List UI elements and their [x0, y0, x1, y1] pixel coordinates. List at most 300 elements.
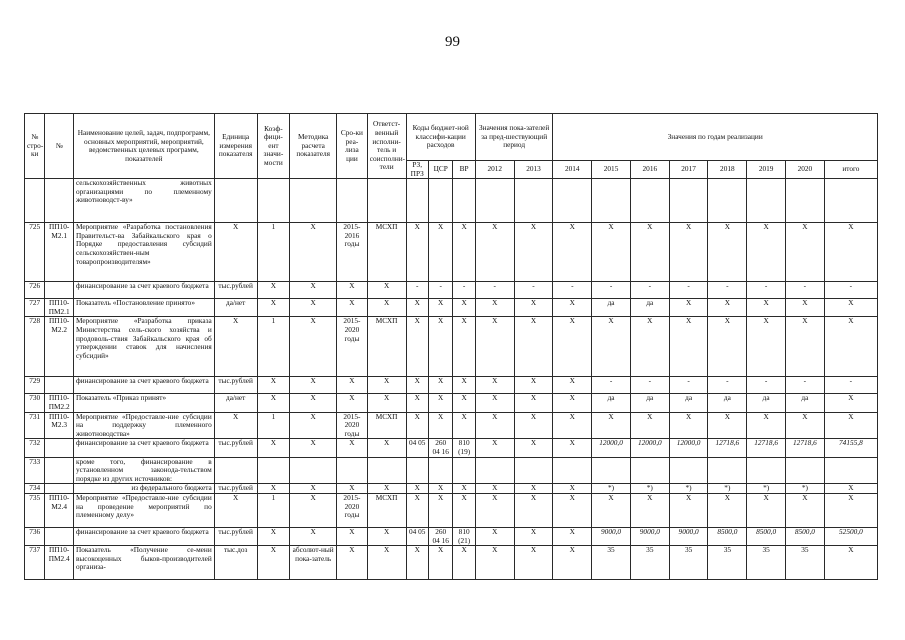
code-cell	[45, 282, 74, 299]
name-cell: Мероприятие «Разработка постановления Правительст-ва Забайкальского края о Порядке предоставления субсидий сельскохозяйствен-ным товаропроизводителям»	[73, 223, 214, 282]
method-cell: абсолют-ный пока-затель	[290, 546, 337, 580]
terms-cell: Х	[337, 484, 368, 494]
year-2019-cell: 12718,6	[747, 439, 786, 457]
table-row	[25, 223, 878, 282]
year-2014-cell: Х	[553, 493, 592, 527]
unit-cell: тыс.доз	[214, 546, 257, 580]
responsible-cell: Х	[367, 439, 406, 457]
year-2019-cell: Х	[747, 412, 786, 439]
year-2012-cell: Х	[475, 439, 514, 457]
total-cell: 52500,0	[824, 527, 877, 545]
header-year-2014: 2014	[553, 161, 592, 179]
year-2020-cell: да	[786, 394, 825, 412]
csr-cell: 260 04 16	[428, 527, 452, 545]
total-cell: Х	[824, 412, 877, 439]
year-2016-cell: Х	[630, 493, 669, 527]
row-number-cell: 736	[25, 527, 45, 545]
csr-cell: Х	[428, 299, 452, 317]
year-2012-cell: Х	[475, 299, 514, 317]
year-2020-cell: Х	[786, 493, 825, 527]
year-2014-cell	[553, 179, 592, 223]
terms-cell: Х	[337, 394, 368, 412]
csr-cell: -	[428, 282, 452, 299]
responsible-cell: Х	[367, 546, 406, 580]
code-cell	[45, 484, 74, 494]
code-cell: ПП10-М2.3	[45, 412, 74, 439]
year-2013-cell: Х	[514, 394, 553, 412]
vr-cell	[453, 457, 475, 484]
header-vr: ВР	[453, 161, 475, 179]
header-previous-values: Значения пока-зателей за пред-шествующий период	[475, 114, 553, 161]
name-cell: Мероприятие «Разработка приказа Министерства сель-ского хозяйства и продоволь-ствия Забайкальского края об утверждении ставок для начисления субсидий»	[73, 317, 214, 377]
rz-cell: Х	[406, 493, 428, 527]
csr-cell: Х	[428, 394, 452, 412]
year-2017-cell: 35	[669, 546, 708, 580]
year-2015-cell: 9000,0	[592, 527, 631, 545]
table-row	[25, 439, 878, 457]
csr-cell: Х	[428, 546, 452, 580]
year-2013-cell: -	[514, 282, 553, 299]
responsible-cell: Х	[367, 527, 406, 545]
year-2017-cell: 9000,0	[669, 527, 708, 545]
header-year-2020: 2020	[786, 161, 825, 179]
row-number-cell: 733	[25, 457, 45, 484]
row-number-cell: 730	[25, 394, 45, 412]
method-cell: Х	[290, 377, 337, 394]
year-2019-cell: -	[747, 377, 786, 394]
terms-cell: 2015-2020 годы	[337, 317, 368, 377]
row-number-cell: 728	[25, 317, 45, 377]
terms-cell: Х	[337, 377, 368, 394]
code-cell	[45, 439, 74, 457]
header-year-2016: 2016	[630, 161, 669, 179]
terms-cell: 2015-2020 годы	[337, 493, 368, 527]
year-2014-cell: Х	[553, 317, 592, 377]
year-2013-cell	[514, 457, 553, 484]
name-cell: финансирование за счет краевого бюджета	[73, 377, 214, 394]
responsible-cell: Х	[367, 282, 406, 299]
header-responsible: Ответст-венный исполни-тель и соисполни-тели	[367, 114, 406, 179]
header-year-2015: 2015	[592, 161, 631, 179]
year-2012-cell: Х	[475, 223, 514, 282]
year-2014-cell: Х	[553, 299, 592, 317]
header-year-2013: 2013	[514, 161, 553, 179]
year-2018-cell	[708, 457, 747, 484]
coefficient-cell: 1	[257, 317, 290, 377]
row-number-cell: 734	[25, 484, 45, 494]
header-year-2019: 2019	[747, 161, 786, 179]
year-2013-cell	[514, 179, 553, 223]
header-year-values: Значения по годам реализации	[553, 114, 878, 161]
table-row	[25, 299, 878, 317]
header-total: итого	[824, 161, 877, 179]
table-row	[25, 546, 878, 580]
rz-cell: Х	[406, 412, 428, 439]
header-terms: Сро-ки реа-лиза ции	[337, 114, 368, 179]
name-cell: финансирование за счет краевого бюджета	[73, 282, 214, 299]
year-2012-cell: Х	[475, 377, 514, 394]
name-cell: Мероприятие «Предоставле-ние субсидии на поддержку племенного животноводства»	[73, 412, 214, 439]
year-2016-cell: 35	[630, 546, 669, 580]
responsible-cell: МСХП	[367, 493, 406, 527]
year-2012-cell: -	[475, 282, 514, 299]
year-2017-cell: -	[669, 282, 708, 299]
year-2014-cell: Х	[553, 484, 592, 494]
row-number-cell: 732	[25, 439, 45, 457]
unit-cell: Х	[214, 317, 257, 377]
year-2018-cell: Х	[708, 223, 747, 282]
table-row	[25, 317, 878, 377]
terms-cell	[337, 457, 368, 484]
total-cell: Х	[824, 484, 877, 494]
year-2018-cell: *)	[708, 484, 747, 494]
year-2013-cell: Х	[514, 484, 553, 494]
year-2012-cell: Х	[475, 527, 514, 545]
year-2019-cell: да	[747, 394, 786, 412]
name-cell: финансирование за счет краевого бюджета	[73, 527, 214, 545]
year-2019-cell: *)	[747, 484, 786, 494]
year-2013-cell: Х	[514, 223, 553, 282]
row-number-cell	[25, 179, 45, 223]
year-2020-cell: Х	[786, 299, 825, 317]
total-cell	[824, 457, 877, 484]
header-rz: РЗ, ПРЗ	[406, 161, 428, 179]
year-2016-cell: Х	[630, 412, 669, 439]
total-cell: Х	[824, 493, 877, 527]
header-year-2012: 2012	[475, 161, 514, 179]
unit-cell: да/нет	[214, 299, 257, 317]
csr-cell: Х	[428, 493, 452, 527]
row-number-cell: 731	[25, 412, 45, 439]
year-2017-cell: *)	[669, 484, 708, 494]
year-2020-cell: -	[786, 377, 825, 394]
vr-cell: Х	[453, 484, 475, 494]
method-cell: Х	[290, 439, 337, 457]
table-row	[25, 527, 878, 545]
coefficient-cell: Х	[257, 282, 290, 299]
rz-cell: 04 05	[406, 439, 428, 457]
terms-cell: 2015-2020 годы	[337, 412, 368, 439]
table-row	[25, 377, 878, 394]
year-2016-cell	[630, 457, 669, 484]
table-row	[25, 412, 878, 439]
code-cell: ПП10-М2.4	[45, 493, 74, 527]
year-2012-cell: Х	[475, 394, 514, 412]
total-cell: Х	[824, 317, 877, 377]
unit-cell: да/нет	[214, 394, 257, 412]
unit-cell	[214, 179, 257, 223]
code-cell: ПП10-М2.2	[45, 317, 74, 377]
year-2020-cell: 12718,6	[786, 439, 825, 457]
header-row-number: № стро-ки	[25, 114, 45, 179]
year-2016-cell: *)	[630, 484, 669, 494]
year-2018-cell: 12718,6	[708, 439, 747, 457]
year-2017-cell	[669, 179, 708, 223]
table-row	[25, 282, 878, 299]
year-2018-cell	[708, 179, 747, 223]
rz-cell: Х	[406, 317, 428, 377]
method-cell: Х	[290, 317, 337, 377]
year-2017-cell: Х	[669, 223, 708, 282]
year-2014-cell: Х	[553, 394, 592, 412]
year-2015-cell: Х	[592, 317, 631, 377]
table-row	[25, 493, 878, 527]
rz-cell: Х	[406, 223, 428, 282]
coefficient-cell: Х	[257, 484, 290, 494]
row-number-cell: 727	[25, 299, 45, 317]
year-2020-cell	[786, 179, 825, 223]
year-2013-cell: Х	[514, 412, 553, 439]
total-cell: Х	[824, 299, 877, 317]
unit-cell: тыс.рублей	[214, 377, 257, 394]
header-year-2017: 2017	[669, 161, 708, 179]
year-2015-cell: 35	[592, 546, 631, 580]
year-2014-cell: Х	[553, 546, 592, 580]
year-2018-cell: -	[708, 282, 747, 299]
year-2018-cell: 35	[708, 546, 747, 580]
terms-cell: 2015-2016 годы	[337, 223, 368, 282]
year-2017-cell: -	[669, 377, 708, 394]
year-2016-cell: Х	[630, 317, 669, 377]
vr-cell: Х	[453, 412, 475, 439]
method-cell: Х	[290, 484, 337, 494]
year-2019-cell	[747, 457, 786, 484]
year-2012-cell: Х	[475, 317, 514, 377]
year-2018-cell: Х	[708, 299, 747, 317]
method-cell	[290, 179, 337, 223]
year-2018-cell: Х	[708, 493, 747, 527]
year-2014-cell: Х	[553, 377, 592, 394]
code-cell: ПП10-ПМ2.1	[45, 299, 74, 317]
vr-cell	[453, 179, 475, 223]
code-cell	[45, 527, 74, 545]
year-2015-cell: -	[592, 282, 631, 299]
year-2015-cell: да	[592, 394, 631, 412]
method-cell: Х	[290, 493, 337, 527]
year-2019-cell: Х	[747, 299, 786, 317]
rz-cell: Х	[406, 394, 428, 412]
vr-cell: Х	[453, 377, 475, 394]
year-2019-cell: Х	[747, 317, 786, 377]
year-2012-cell: Х	[475, 484, 514, 494]
header-method: Методика расчета показателя	[290, 114, 337, 179]
method-cell: Х	[290, 412, 337, 439]
header-coefficient: Коэф-фици-ент значи-мости	[257, 114, 290, 179]
year-2020-cell: Х	[786, 317, 825, 377]
year-2017-cell: Х	[669, 412, 708, 439]
year-2016-cell: -	[630, 377, 669, 394]
year-2018-cell: Х	[708, 317, 747, 377]
row-number-cell: 729	[25, 377, 45, 394]
year-2017-cell: 12000,0	[669, 439, 708, 457]
terms-cell	[337, 179, 368, 223]
year-2020-cell: Х	[786, 223, 825, 282]
year-2013-cell: Х	[514, 317, 553, 377]
year-2018-cell: 8500,0	[708, 527, 747, 545]
year-2017-cell: да	[669, 394, 708, 412]
responsible-cell: Х	[367, 484, 406, 494]
year-2012-cell	[475, 179, 514, 223]
year-2016-cell: да	[630, 299, 669, 317]
year-2015-cell: Х	[592, 412, 631, 439]
year-2012-cell: Х	[475, 546, 514, 580]
year-2013-cell: Х	[514, 493, 553, 527]
total-cell: -	[824, 282, 877, 299]
year-2012-cell: Х	[475, 412, 514, 439]
coefficient-cell	[257, 457, 290, 484]
rz-cell: Х	[406, 484, 428, 494]
header-year-2018: 2018	[708, 161, 747, 179]
header-budget-codes: Коды бюджет-ной классифи-кации расходов	[406, 114, 475, 161]
year-2013-cell: Х	[514, 546, 553, 580]
unit-cell: Х	[214, 223, 257, 282]
header-code: №	[45, 114, 74, 179]
vr-cell: Х	[453, 223, 475, 282]
year-2016-cell: -	[630, 282, 669, 299]
year-2020-cell: 35	[786, 546, 825, 580]
unit-cell: тыс.рублей	[214, 527, 257, 545]
header-name: Наименование целей, задач, подпрограмм, основных мероприятий, мероприятий, ведомственных целевых программ, показателей	[73, 114, 214, 179]
row-number-cell: 726	[25, 282, 45, 299]
year-2015-cell: *)	[592, 484, 631, 494]
year-2014-cell: Х	[553, 412, 592, 439]
coefficient-cell: Х	[257, 394, 290, 412]
name-cell: Показатель «Получение се-мени высокоценных быков-производителей организа-	[73, 546, 214, 580]
method-cell: Х	[290, 223, 337, 282]
year-2018-cell: -	[708, 377, 747, 394]
year-2013-cell: Х	[514, 439, 553, 457]
coefficient-cell: 1	[257, 493, 290, 527]
total-cell	[824, 179, 877, 223]
year-2014-cell: -	[553, 282, 592, 299]
responsible-cell	[367, 457, 406, 484]
coefficient-cell: 1	[257, 412, 290, 439]
name-cell: из федерального бюджета	[73, 484, 214, 494]
responsible-cell: МСХП	[367, 412, 406, 439]
code-cell: ПП10-ПМ2.4	[45, 546, 74, 580]
year-2018-cell: Х	[708, 412, 747, 439]
responsible-cell: МСХП	[367, 223, 406, 282]
responsible-cell	[367, 179, 406, 223]
terms-cell: Х	[337, 299, 368, 317]
unit-cell: тыс.рублей	[214, 282, 257, 299]
total-cell: Х	[824, 394, 877, 412]
year-2013-cell: Х	[514, 527, 553, 545]
csr-cell: Х	[428, 412, 452, 439]
coefficient-cell: 1	[257, 223, 290, 282]
year-2015-cell: Х	[592, 223, 631, 282]
coefficient-cell: Х	[257, 377, 290, 394]
method-cell: Х	[290, 282, 337, 299]
name-cell: финансирование за счет краевого бюджета	[73, 439, 214, 457]
responsible-cell: Х	[367, 377, 406, 394]
rz-cell: Х	[406, 377, 428, 394]
name-cell: Показатель «Приказ принят»	[73, 394, 214, 412]
unit-cell	[214, 457, 257, 484]
vr-cell: Х	[453, 299, 475, 317]
total-cell: Х	[824, 223, 877, 282]
year-2012-cell: Х	[475, 493, 514, 527]
csr-cell: Х	[428, 484, 452, 494]
year-2012-cell	[475, 457, 514, 484]
year-2016-cell	[630, 179, 669, 223]
vr-cell: Х	[453, 546, 475, 580]
year-2018-cell: да	[708, 394, 747, 412]
year-2015-cell: да	[592, 299, 631, 317]
year-2020-cell: -	[786, 282, 825, 299]
year-2016-cell: Х	[630, 223, 669, 282]
csr-cell	[428, 179, 452, 223]
table-row	[25, 394, 878, 412]
total-cell: -	[824, 377, 877, 394]
vr-cell: Х	[453, 493, 475, 527]
rz-cell: -	[406, 282, 428, 299]
coefficient-cell: Х	[257, 299, 290, 317]
year-2017-cell: Х	[669, 299, 708, 317]
unit-cell: Х	[214, 412, 257, 439]
year-2015-cell: Х	[592, 493, 631, 527]
year-2015-cell	[592, 179, 631, 223]
responsible-cell: МСХП	[367, 317, 406, 377]
coefficient-cell	[257, 179, 290, 223]
page-number: 99	[445, 34, 460, 50]
name-cell: кроме того, финансирование в установленном законода-тельством порядке из других источников:	[73, 457, 214, 484]
year-2017-cell	[669, 457, 708, 484]
header-unit: Единица измерения показателя	[214, 114, 257, 179]
rz-cell: Х	[406, 299, 428, 317]
year-2016-cell: 9000,0	[630, 527, 669, 545]
year-2014-cell: Х	[553, 439, 592, 457]
year-2020-cell	[786, 457, 825, 484]
name-cell: Показатель «Постановление принято»	[73, 299, 214, 317]
total-cell: Х	[824, 546, 877, 580]
table-body	[25, 179, 878, 580]
year-2016-cell: 12000,0	[630, 439, 669, 457]
coefficient-cell: Х	[257, 527, 290, 545]
year-2015-cell: -	[592, 377, 631, 394]
header-csr: ЦСР	[428, 161, 452, 179]
year-2017-cell: Х	[669, 493, 708, 527]
vr-cell: Х	[453, 317, 475, 377]
year-2017-cell: Х	[669, 317, 708, 377]
terms-cell: Х	[337, 527, 368, 545]
rz-cell	[406, 179, 428, 223]
rz-cell: Х	[406, 546, 428, 580]
year-2013-cell: Х	[514, 377, 553, 394]
responsible-cell: Х	[367, 299, 406, 317]
terms-cell: Х	[337, 282, 368, 299]
year-2019-cell: Х	[747, 223, 786, 282]
code-cell	[45, 377, 74, 394]
code-cell	[45, 179, 74, 223]
year-2014-cell: Х	[553, 527, 592, 545]
vr-cell: 810 (19)	[453, 439, 475, 457]
terms-cell: Х	[337, 546, 368, 580]
year-2020-cell: 8500,0	[786, 527, 825, 545]
unit-cell: тыс.рублей	[214, 439, 257, 457]
responsible-cell: Х	[367, 394, 406, 412]
code-cell: ПП10-ПМ2.2	[45, 394, 74, 412]
vr-cell: Х	[453, 394, 475, 412]
year-2020-cell: *)	[786, 484, 825, 494]
method-cell: Х	[290, 527, 337, 545]
code-cell: ПП10-М2.1	[45, 223, 74, 282]
terms-cell: Х	[337, 439, 368, 457]
csr-cell: 260 04 16	[428, 439, 452, 457]
method-cell: Х	[290, 299, 337, 317]
row-number-cell: 735	[25, 493, 45, 527]
total-cell: 74155,8	[824, 439, 877, 457]
